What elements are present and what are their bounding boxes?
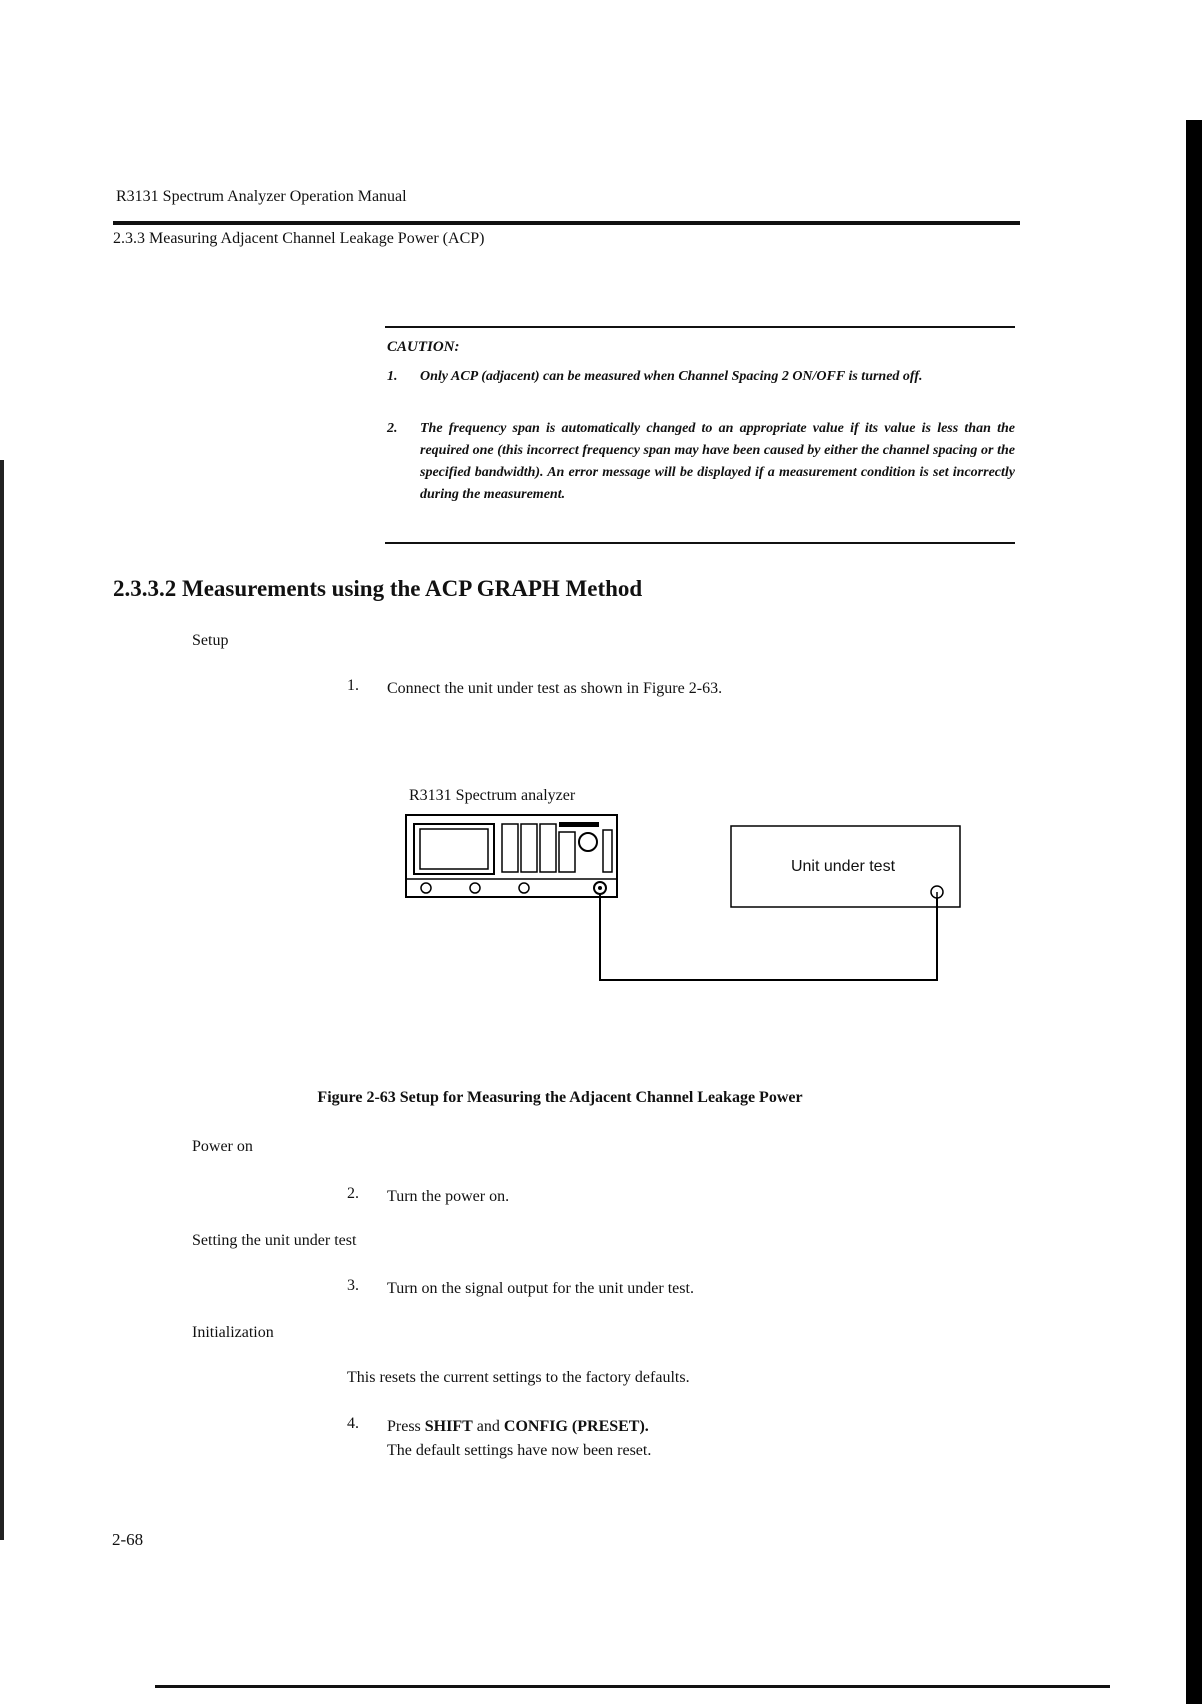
page-number: 2-68 [112,1530,144,1549]
step-and-word: and [476,1418,500,1435]
caution-item-text: The frequency span is automatically changed to an appropriate value if its value is less than the required one (this incorrect frequency span may have been caused by either the channel spacing or the specified bandwidth). An error message will be displayed if a measurement condition is set incorrectly during the measurement. [420,421,1015,502]
spectrum-analyzer-icon [406,815,617,897]
step-4 [347,1415,651,1463]
step-1 [347,677,722,701]
label-power-on: Power on [192,1138,253,1155]
step-text: Turn the power on. [387,1188,510,1205]
step-number: 4. [347,1415,359,1432]
label-setting-dut: Setting the unit under test [192,1232,357,1249]
caution-item [387,418,1015,506]
step-3 [347,1277,694,1301]
step-text: Turn on the signal output for the unit under test. [387,1280,694,1297]
key-shift: SHIFT [424,1418,473,1435]
caution-item-number: 1. [387,369,398,384]
step-result: The default settings have now been reset. [387,1442,652,1459]
step-number: 1. [347,677,359,694]
step-2 [347,1185,509,1209]
caution-item-number: 2. [387,421,398,436]
step-number: 2. [347,1185,359,1202]
header-rule [113,221,1020,225]
section-heading: 2.3.3.2 Measurements using the ACP GRAPH Method [113,576,643,601]
unit-under-test-label: Unit under test [790,858,896,875]
step-text [387,1415,651,1463]
key-config-preset: CONFIG (PRESET). [503,1418,649,1435]
label-initialization: Initialization [192,1324,274,1341]
figure-caption: Figure 2-63 Setup for Measuring the Adjacent Channel Leakage Power [317,1089,803,1106]
page-edge-right [1186,120,1202,1704]
page-edge-left [0,460,4,1540]
initialization-intro: This resets the current settings to the factory defaults. [347,1369,690,1386]
running-header-section: 2.3.3 Measuring Adjacent Channel Leakage Power (ACP) [113,230,485,247]
caution-item [387,366,1015,388]
running-header-title: R3131 Spectrum Analyzer Operation Manual [116,188,407,205]
caution-title: CAUTION: [387,339,460,355]
label-setup: Setup [192,632,229,649]
step-text: Connect the unit under test as shown in Figure 2-63. [387,680,723,697]
step-press-word: Press [387,1418,421,1435]
caution-top-rule [385,326,1015,328]
step-number: 3. [347,1277,359,1294]
setup-diagram [400,812,970,992]
caution-bottom-rule [385,542,1015,544]
footer-rule [155,1685,1110,1688]
analyzer-label: R3131 Spectrum analyzer [409,787,576,804]
caution-item-text: Only ACP (adjacent) can be measured when Channel Spacing 2 ON/OFF is turned off. [420,369,923,384]
